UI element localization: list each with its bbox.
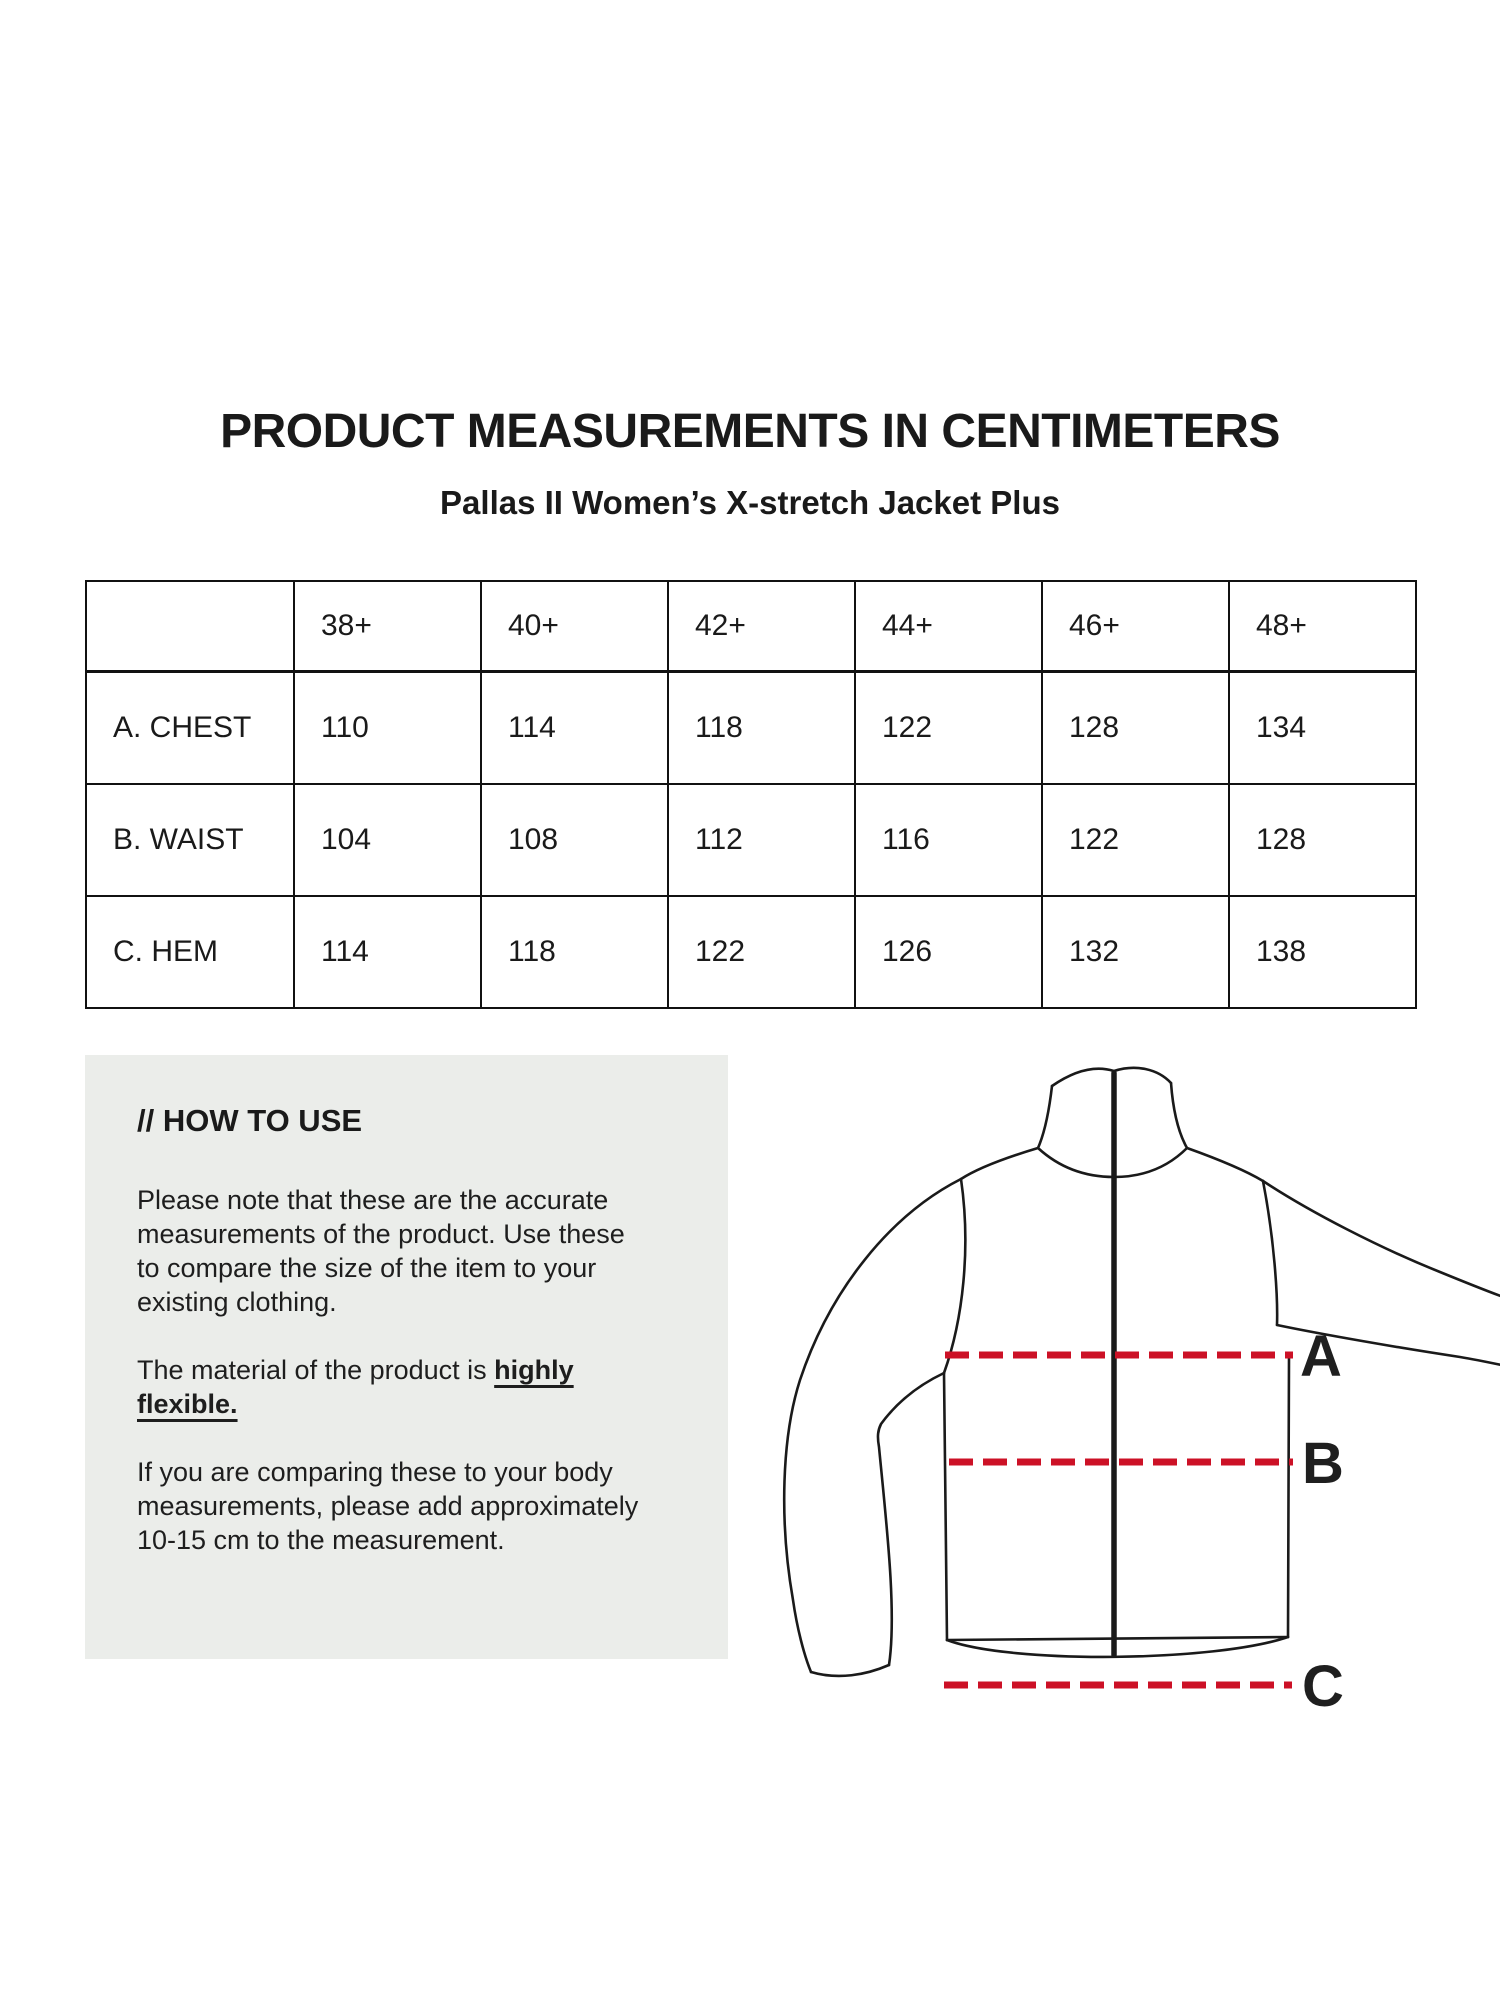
right-shoulder bbox=[1187, 1148, 1263, 1181]
paragraph-2-text: The material of the product is bbox=[137, 1355, 495, 1385]
waist-value: 116 bbox=[855, 784, 1042, 896]
chest-value: 128 bbox=[1042, 672, 1229, 785]
chest-value: 110 bbox=[294, 672, 481, 785]
how-to-use-paragraph-1: Please note that these are the accurate measurements of the product. Use these to compare the size of the item to your existing clothing. bbox=[137, 1185, 625, 1317]
paragraph-2-emphasis: highly flexible. bbox=[137, 1355, 574, 1419]
waist-value: 108 bbox=[481, 784, 668, 896]
table-row-waist bbox=[86, 784, 1416, 896]
table-corner-cell bbox=[86, 581, 294, 672]
chest-value: 118 bbox=[668, 672, 855, 785]
how-to-use-paragraph-2 bbox=[137, 1353, 642, 1421]
body-right-edge bbox=[1288, 1357, 1289, 1637]
hem-value: 114 bbox=[294, 896, 481, 1008]
page-title: PRODUCT MEASUREMENTS IN CENTIMETERS bbox=[220, 405, 1280, 458]
jacket-measurement-diagram bbox=[700, 1040, 1500, 1740]
measurement-lines bbox=[944, 1355, 1293, 1685]
size-column-header: 48+ bbox=[1229, 581, 1416, 672]
left-sleeve-outer bbox=[784, 1179, 961, 1672]
body-left-edge bbox=[944, 1373, 947, 1640]
collar bbox=[1038, 1086, 1052, 1148]
table-header-row bbox=[86, 581, 1416, 672]
hem-value: 126 bbox=[855, 896, 1042, 1008]
product-name-subtitle: Pallas II Women’s X-stretch Jacket Plus bbox=[440, 484, 1060, 521]
label-chest: A bbox=[1300, 1324, 1342, 1389]
hem-value: 122 bbox=[668, 896, 855, 1008]
how-to-use-heading: // HOW TO USE bbox=[137, 1103, 363, 1138]
measurement-table bbox=[85, 580, 1417, 1009]
table-row-hem bbox=[86, 896, 1416, 1008]
waist-value: 122 bbox=[1042, 784, 1229, 896]
left-shoulder bbox=[961, 1148, 1038, 1179]
left-cuff bbox=[811, 1665, 889, 1676]
size-column-header: 44+ bbox=[855, 581, 1042, 672]
row-label-waist: B. WAIST bbox=[86, 784, 294, 896]
size-column-header: 42+ bbox=[668, 581, 855, 672]
chest-value: 122 bbox=[855, 672, 1042, 785]
size-column-header: 38+ bbox=[294, 581, 481, 672]
how-to-use-paragraph-3: If you are comparing these to your body measurements, please add approximately 10-15 cm to the measurement. bbox=[137, 1457, 639, 1555]
hem-value: 138 bbox=[1229, 896, 1416, 1008]
left-armhole-seam bbox=[944, 1179, 965, 1373]
chest-value: 114 bbox=[481, 672, 668, 785]
chest-value: 134 bbox=[1229, 672, 1416, 785]
waist-value: 128 bbox=[1229, 784, 1416, 896]
measurement-labels bbox=[1300, 1324, 1344, 1719]
waist-value: 104 bbox=[294, 784, 481, 896]
hem-value: 132 bbox=[1042, 896, 1229, 1008]
table-row-chest bbox=[86, 672, 1416, 785]
size-column-header: 40+ bbox=[481, 581, 668, 672]
how-to-use-box bbox=[85, 1055, 728, 1659]
right-sleeve-top bbox=[1263, 1181, 1500, 1298]
right-armhole-seam bbox=[1263, 1181, 1277, 1325]
jacket-outline bbox=[784, 1068, 1500, 1676]
label-waist: B bbox=[1302, 1431, 1344, 1496]
size-column-header: 46+ bbox=[1042, 581, 1229, 672]
left-sleeve-inner bbox=[878, 1373, 944, 1665]
row-label-chest: A. CHEST bbox=[86, 672, 294, 785]
hem-edge bbox=[947, 1637, 1288, 1640]
hem-value: 118 bbox=[481, 896, 668, 1008]
waist-value: 112 bbox=[668, 784, 855, 896]
label-hem: C bbox=[1302, 1654, 1344, 1719]
row-label-hem: C. HEM bbox=[86, 896, 294, 1008]
